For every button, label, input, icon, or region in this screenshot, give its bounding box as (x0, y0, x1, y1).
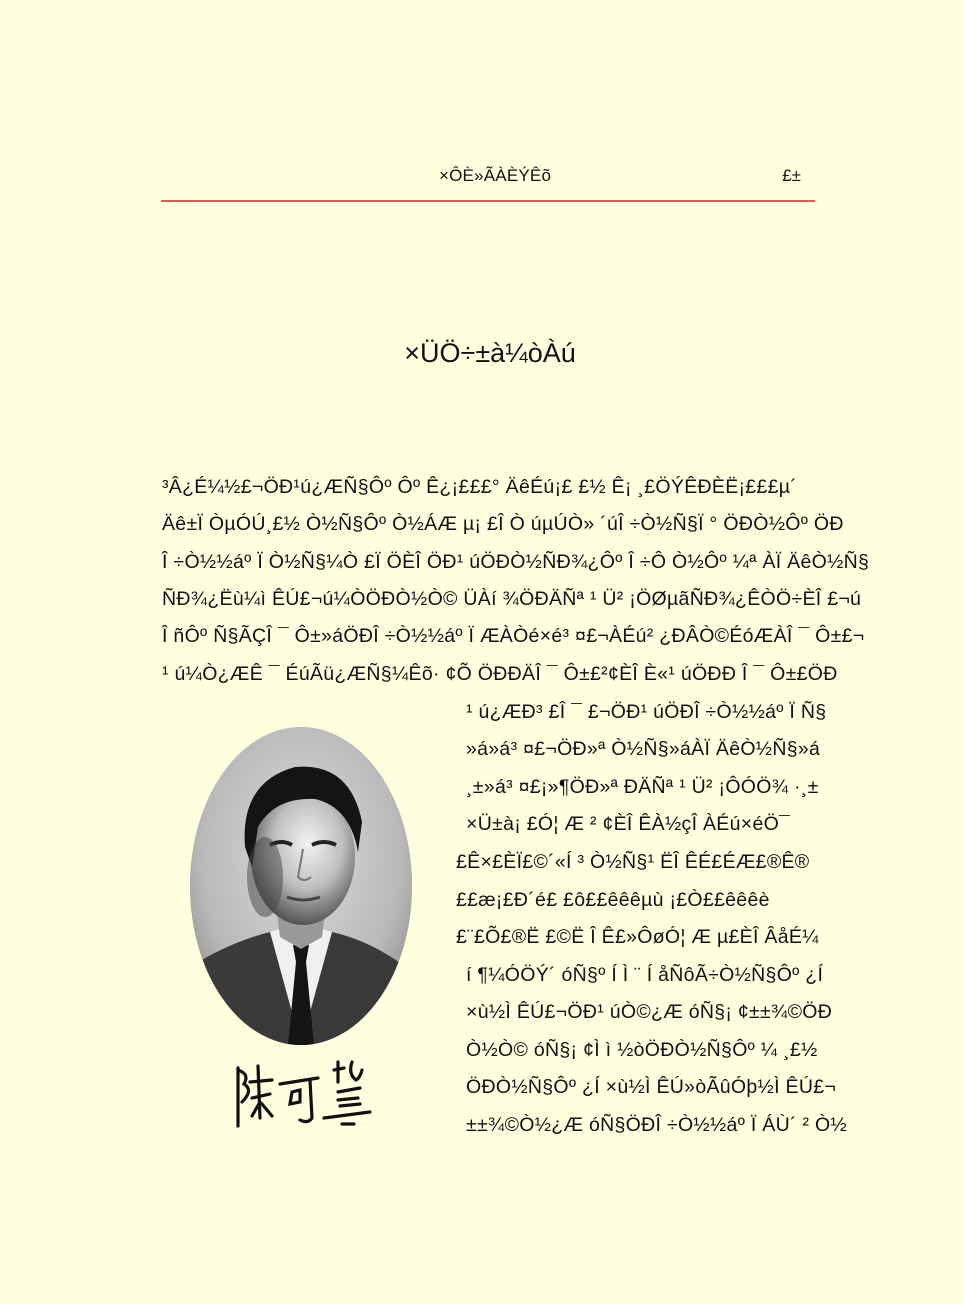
article-title (0, 338, 964, 369)
signature (230, 1058, 380, 1138)
portrait-photo (190, 727, 412, 1045)
body-line: ÑÐ¾¿Ëù¼ì ÊÚ£¬ú¼ÒÖÐÒ½Ò© ÜÀí ¾ÖÐÄÑª ¹ Ü² ¡ÖØµãÑÐ¾¿ÊÒÖ÷ÈÎ £¬ú (162, 588, 862, 610)
body-line: Î ÷Ò½½áº Ï Ò½Ñ§¼Ò £Ï ÖÈÎ ÖÐ¹ úÖÐÒ½ÑÐ¾¿Ôº Î ÷Ô Ò½Ôº ¼ª ÀÏ ÄêÒ½Ñ§ (162, 551, 870, 573)
signature-image (230, 1058, 380, 1138)
portrait-image (190, 727, 412, 1045)
running-head-title: ×ÔÈ»ÃÀÈÝÊõ (439, 166, 552, 185)
body-line: ££æ¡£Ð´é£ £ô££êêêµù ¡£Ò££êêêè (456, 889, 770, 911)
body-line: ±±¾©Ò½¿Æ óÑ§ÖÐÎ ÷Ò½½áº Ï ÁÙ´ ² Ò½ (466, 1114, 848, 1136)
running-head (161, 166, 815, 196)
body-line: Î ñÔº Ñ§ÃÇÎ ¯ Ô±»áÖÐÎ ÷Ò½½áº Ï ÆÀÒé×é³ ¤£¬ÀÉú² ¿ÐÂÒ©ÉóÆÀÎ ¯ Ô±£¬ (162, 625, 865, 647)
body-line: Ò½Ò© óÑ§¡ ¢Ì ì ½òÖÐÒ½Ñ§Ôº ¼ ¸£½ (466, 1039, 818, 1061)
body-line: £¨£Õ£®Ë £©Ë Î Ê£»ÔøÓ¦ Æ µ£ÈÎ ÂåÉ¼ (456, 926, 819, 948)
body-line: ¸±»á³ ¤£¡»¶ÖÐ»ª ÐÄÑª ¹ Ü² ¡ÔÓÖ¾ ·¸± (466, 776, 819, 798)
body-line: Äê±Ï ÒµÓÚ¸£½ Ò½Ñ§Ôº Ò½ÁÆ µ¡ £Î Ò úµÚÒ» ´úÎ ÷Ò½Ñ§Ï ° ÖÐÒ½Ôº ÖÐ (162, 513, 844, 535)
page-number: £± (782, 166, 801, 185)
body-line: ×ù½Ì ÊÚ£¬ÖÐ¹ úÒ©¿Æ óÑ§¡ ¢±±¾©ÖÐ (466, 1001, 833, 1023)
body-line: ³Â¿É¼½£¬ÖÐ¹ú¿ÆÑ§Ôº Ôº Ê¿¡£££° ÄêÉú¡£ £½ Ê¡ ¸£ÖÝÊÐÈË¡£££µ´ (162, 476, 798, 498)
body-line: ¹ ú¿ÆÐ³ £Î ¯ £¬ÖÐ¹ úÖÐÎ ÷Ò½½áº Ï Ñ§ (466, 701, 827, 723)
body-line: ×Ü±à¡ £Ó¦ Æ ² ¢ÈÎ ÊÀ½çÎ ÀÉú×éÖ¯ (466, 813, 791, 835)
body-line: ÖÐÒ½Ñ§Ôº ¿Í ×ù½Ì ÊÚ»òÃûÓþ½Ì ÊÚ£¬ (466, 1076, 837, 1098)
body-line: »á»á³ ¤£¬ÖÐ»ª Ò½Ñ§»áÀÏ ÄêÒ½Ñ§»á (466, 738, 821, 760)
article-title-text: ×ÜÖ÷±à¼òÀú (404, 338, 576, 368)
body-line: £Ê×£ÈÏ£©´«Í ³ Ò½Ñ§¹ ËÎ ÊÉ£ÉÆ£®Ê® (456, 851, 810, 873)
body-line: í ¶¼ÓÖÝ´ óÑ§º Í Ì ¨ Í åÑôÃ÷Ò½Ñ§Ôº ¿Í (466, 964, 824, 986)
header-rule (161, 200, 815, 202)
body-line: ¹ ú¼Ò¿ÆÊ ¯ ÉúÃü¿ÆÑ§¼Êõ· ¢Õ ÖÐÐÄÎ ¯ Ô±£²¢ÈÎ È«¹ úÖÐÐ Î ¯ Ô±£ÖÐ (162, 663, 838, 685)
